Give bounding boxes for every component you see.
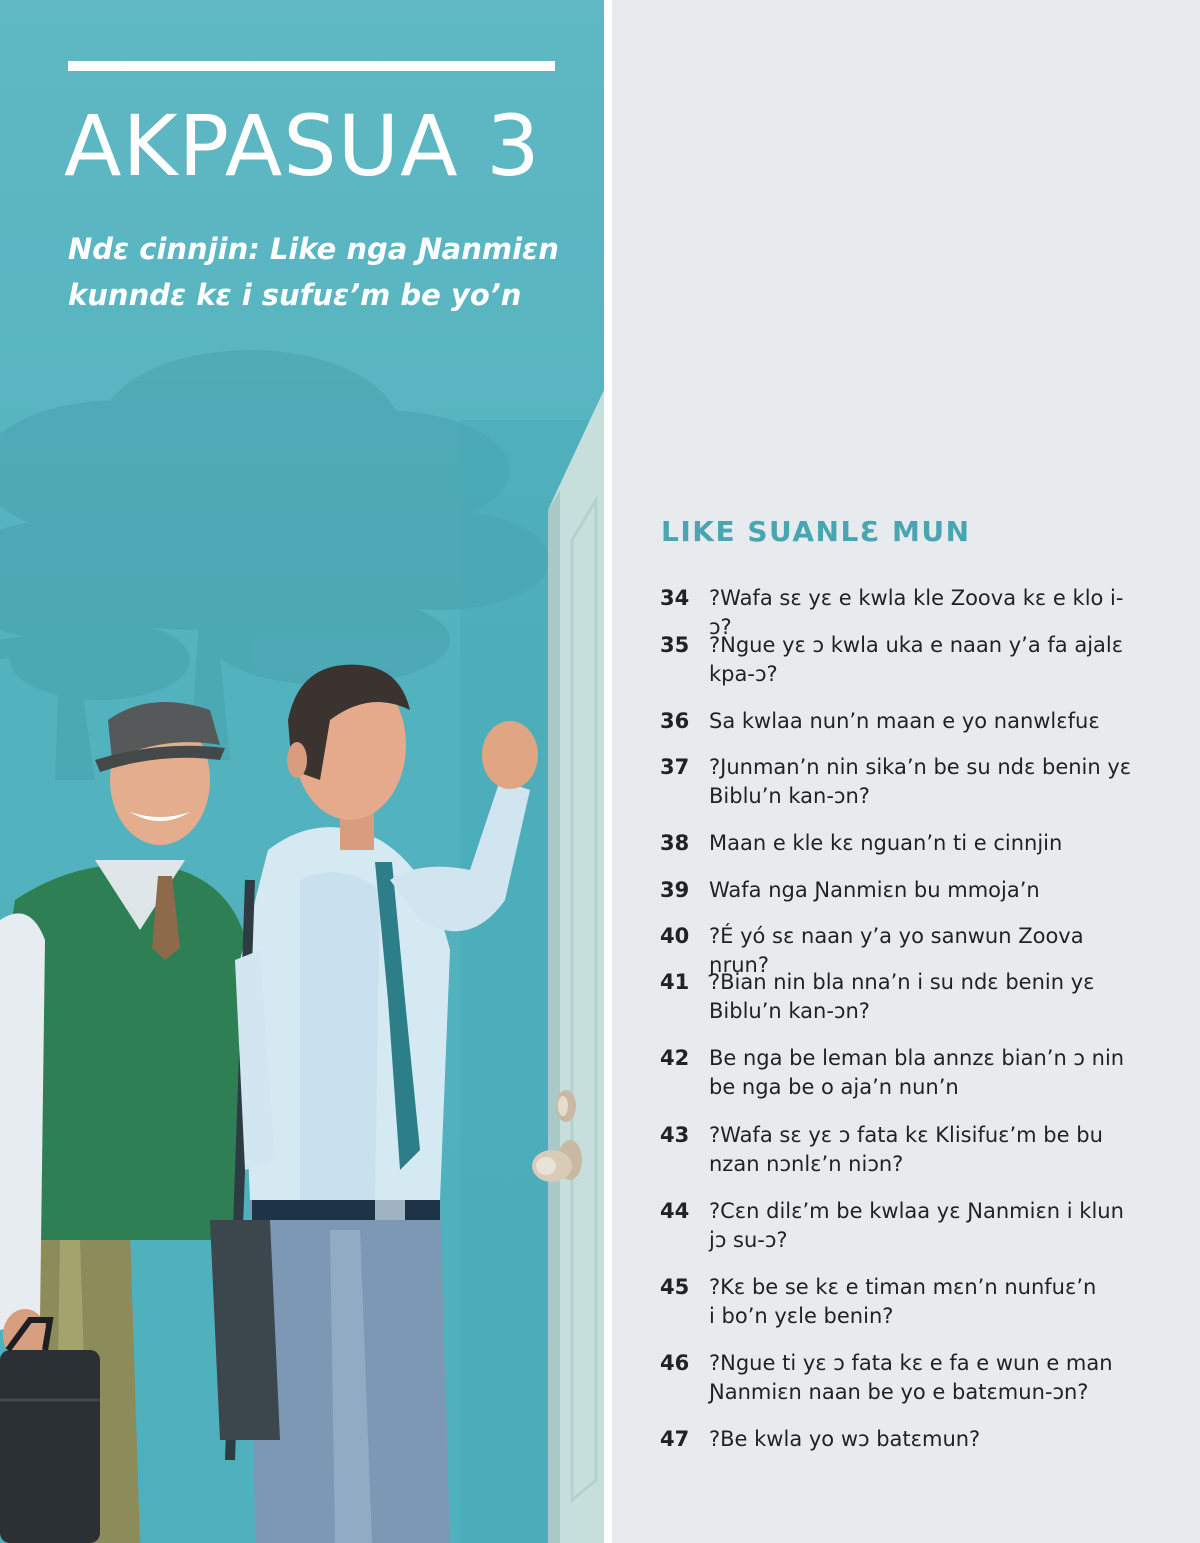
lesson-number: 35 — [660, 633, 690, 657]
lesson-title: ?Bian nin bla nna’n i su ndɛ benin yɛ Biblu’n kan-ɔn? — [709, 970, 1095, 1023]
older-man — [0, 702, 250, 1543]
page-divider — [604, 0, 612, 1543]
lesson-number: 46 — [660, 1351, 690, 1375]
part-subtitle — [68, 226, 568, 318]
lesson-title: ?Junman’n nin sika’n be su ndɛ benin yɛ Biblu’n kan-ɔn? — [709, 755, 1132, 808]
lesson-number: 37 — [660, 755, 690, 779]
lesson-title: ?Wafa sɛ yɛ e kwla kle Zoova kɛ e klo i-ɔ? — [709, 586, 1124, 639]
lesson-title: ?Be kwla yo wɔ batɛmun? — [709, 1427, 981, 1451]
lesson-number: 40 — [660, 924, 690, 948]
lesson-number: 38 — [660, 831, 690, 855]
lesson-number: 39 — [660, 878, 690, 902]
lesson-title: Wafa nga Ɲanmiɛn bu mmoja’n — [709, 878, 1040, 902]
lesson-title: ?Cɛn dilɛ’m be kwlaa yɛ Ɲanmiɛn i klun jɔ su-ɔ? — [709, 1199, 1124, 1252]
top-rule — [68, 61, 555, 71]
part-title: AKPASUA 3 — [64, 97, 541, 195]
lesson-title: ?Wafa sɛ yɛ ɔ fata kɛ Klisifuɛ’m be bu nzan nɔnlɛ’n niɔn? — [709, 1123, 1103, 1176]
lesson-title: Sa kwlaa nun’n maan e yo nanwlɛfuɛ — [709, 709, 1100, 733]
lessons-heading: LIKE SUANLƐ MUN — [661, 515, 971, 548]
lesson-number: 47 — [660, 1427, 690, 1451]
lesson-number: 44 — [660, 1199, 690, 1223]
lesson-number: 45 — [660, 1275, 690, 1299]
subtitle-line: Ndɛ cinnjin: Like nga Ɲanmiɛn — [68, 232, 559, 266]
lesson-title: ?Kɛ be se kɛ e timan mɛn’n nunfuɛ’n i bo’n yɛle benin? — [709, 1275, 1097, 1328]
lesson-title: ?Ngue ti yɛ ɔ fata kɛ e fa e wun e man Ɲanmiɛn naan be yo e batɛmun-ɔn? — [709, 1351, 1113, 1404]
lesson-number: 36 — [660, 709, 690, 733]
lesson-number: 42 — [660, 1046, 690, 1070]
lesson-number: 41 — [660, 970, 690, 994]
lesson-title: ?É yó sɛ naan y’a yo sanwun Zoova ɲrun? — [709, 924, 1084, 977]
door — [548, 390, 604, 1543]
lesson-title: Be nga be leman bla annzɛ bian’n ɔ nin be nga be o aja’n nun’n — [709, 1046, 1125, 1099]
lesson-title: ?Ngue yɛ ɔ kwla uka e naan y’a fa ajalɛ kpa-ɔ? — [709, 633, 1124, 686]
subtitle-line: kunndɛ kɛ i sufuɛ’m be yo’n — [68, 278, 522, 312]
lesson-title: Maan e kle kɛ nguan’n ti e cinnjin — [709, 831, 1063, 855]
lesson-number: 34 — [660, 586, 690, 610]
lesson-number: 43 — [660, 1123, 690, 1147]
